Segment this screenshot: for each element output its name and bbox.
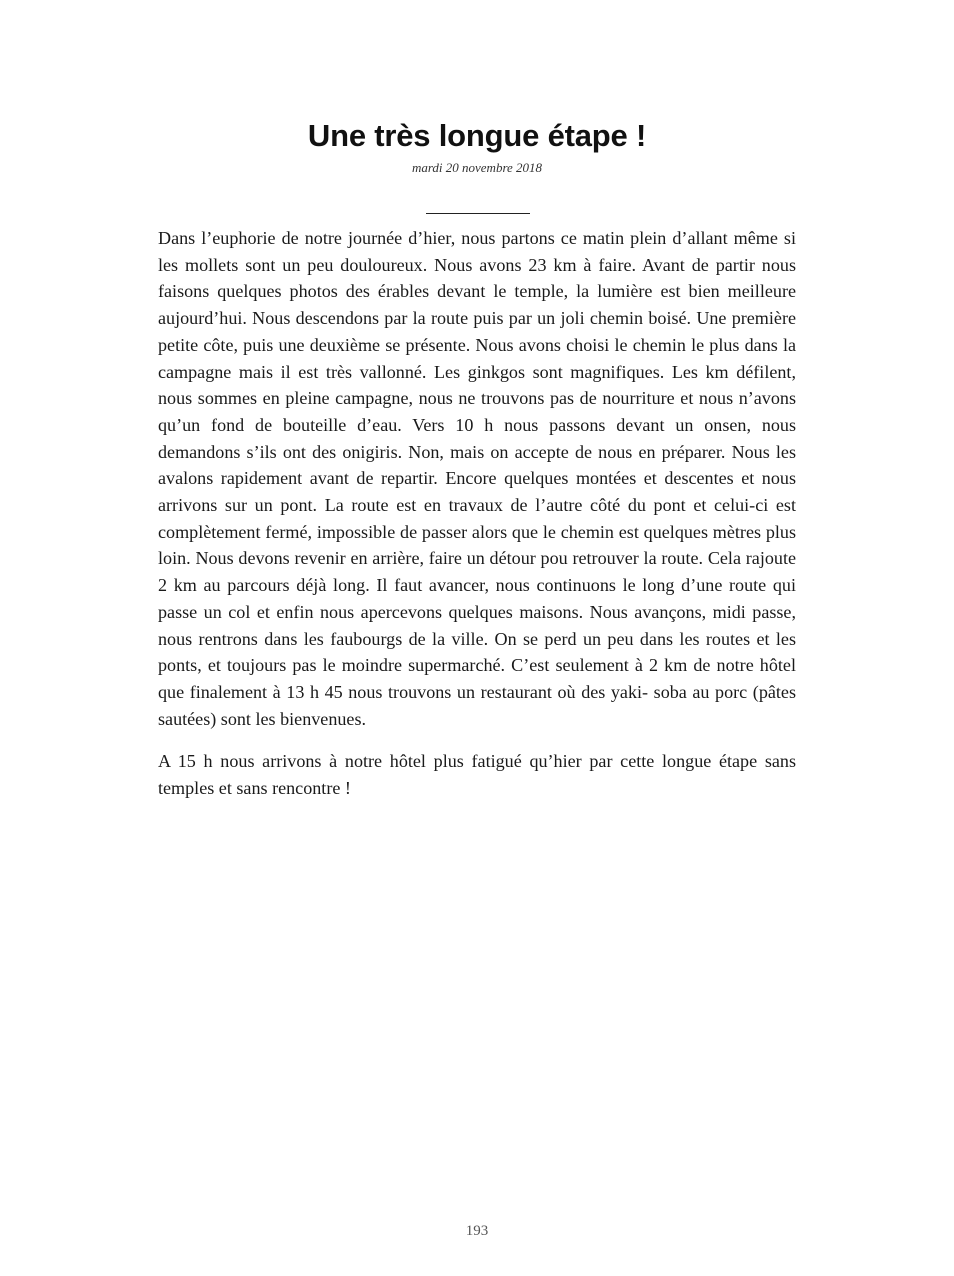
- page-number: 193: [465, 1223, 489, 1239]
- page-title: Une très longue étape !: [307, 118, 647, 153]
- paragraph: Dans l’euphorie de notre journée d’hier, nous partons ce matin plein d’allant même si les mollets sont un peu douloureux. Nous avons 23 km à faire. Avant de partir nous faisons quelques photos des érables devant le temple, la lumière est bien meilleure aujourd’hui. Nous descendons par la route puis par un joli chemin boisé. Une première petite côte, puis une deuxième se présente. Nous avons choisi le chemin le plus dans la campagne mais il est très vallonné. Les ginkgos sont magnifiques. Les km défilent, nous sommes en pleine campagne, nous ne trouvons pas de nourriture et nous n’avons qu’un fond de bouteille d’eau. Vers 10 h nous passons devant un onsen, nous demandons s’ils ont des onigiris. Non, mais on accepte de nous en préparer. Nous les avalons rapidement avant de repartir. Encore quelques montées et descentes et nous arrivons sur un pont. La route est en travaux de l’autre côté du pont et celui-ci est complètement fermé, impossible de passer alors que le chemin est quelques mètres plus loin. Nous devons revenir en arrière, faire un détour pou retrouver la route. Cela rajoute 2 km au parcours déjà long. Il faut avancer, nous continuons le long d’une route qui passe un col et enfin nous apercevons quelques maisons. Nous avançons, midi passe, nous rentrons dans les faubourgs de la ville. On se perd un peu dans les routes et les ponts, et toujours pas le moindre supermarché. C’est seulement à 2 km de notre hôtel que finalement à 13 h 45 nous trouvons un restaurant où des yaki- soba au porc (pâtes sautées) sont les bienvenues.: [158, 228, 796, 729]
- title-separator: [426, 213, 530, 214]
- body-text: [158, 225, 796, 818]
- entry-date: mardi 20 novembre 2018: [411, 160, 543, 175]
- paragraph: A 15 h nous arrivons à notre hôtel plus fatigué qu’hier par cette longue étape sans temples et sans rencontre !: [158, 751, 796, 799]
